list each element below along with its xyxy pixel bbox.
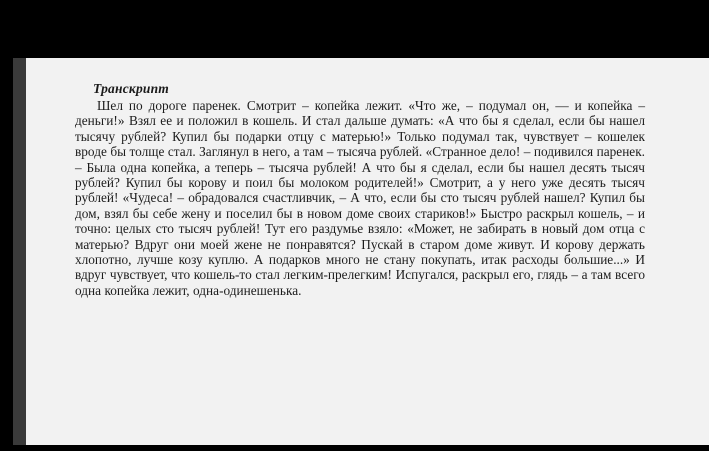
document-page — [13, 58, 709, 445]
document-page-surface — [13, 58, 709, 445]
document-body-text: Шел по дороге паренек. Смотрит – копейка лежит. «Что же, – подумал он, — и копейка – деньги!» Взял ее и положил в кошель. И стал дальше думать: «А что бы я сделал, если бы нашел тысячу рублей? Купил бы подарки отцу с матерью!» Только подумал так, чувствует – кошелек вроде бы толще стал. Заглянул в него, а там – тысяча рублей. «Странное дело! – подивился паренек. – Была одна копейка, а теперь – тысяча рублей! А что бы я сделал, если бы нашел десять тысяч рублей? Купил бы корову и поил бы молоком родителей!» Смотрит, а у него уже десять тысяч рублей! «Чудеса! – обрадовался счастливчик, – А что, если бы сто тысяч рублей нашел? Купил бы дом, взял бы себе жену и поселил бы в новом доме своих стариков!» Быстро раскрыл кошель, – и точно: целых сто тысяч рублей! Тут его раздумье взяло: «Может, не забирать в новый дом отца с матерью? Вдруг они моей жене не понравятся? Пускай в старом доме живут. И корову держать хлопотно, лучше козу куплю. А подарков много не стану покупать, итак расходы большие...» И вдруг чувствует, что кошель-то стал легким-прелегким! Испугался, раскрыл его, глядь – а там всего одна копейка лежит, одна-одинешенька. — [75, 98, 645, 298]
document-content — [75, 81, 645, 298]
page-left-gutter — [13, 58, 26, 445]
document-title: Транскрипт — [93, 81, 170, 96]
